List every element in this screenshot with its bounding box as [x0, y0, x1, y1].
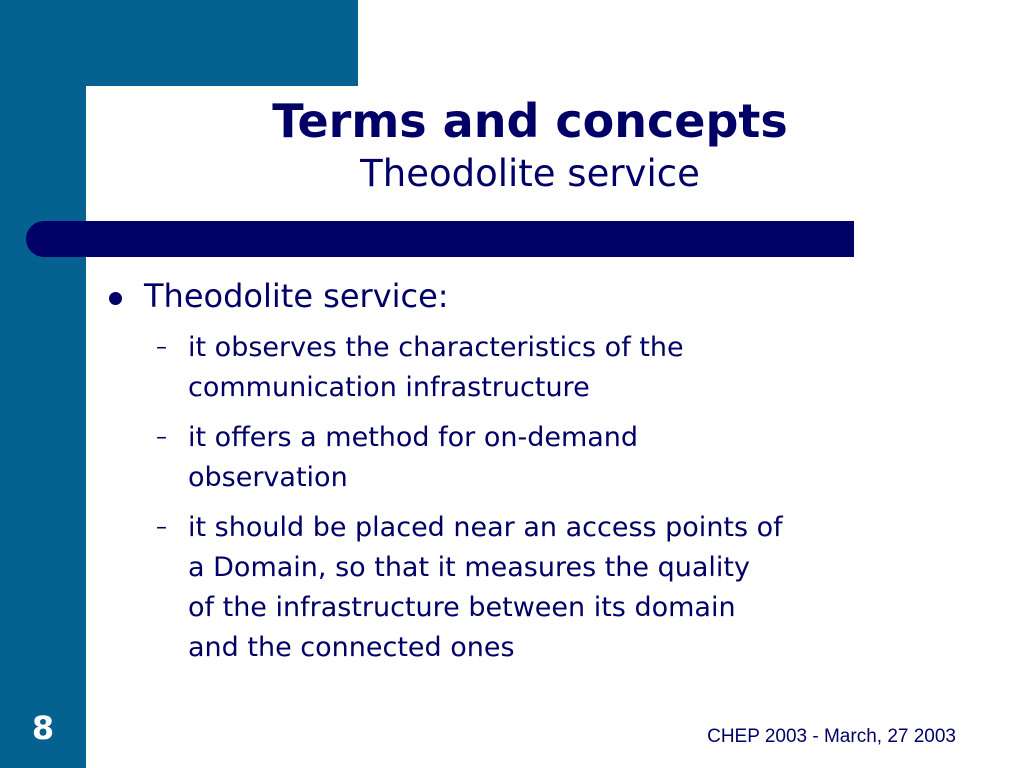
sub-bullet-line: and the connected ones: [188, 632, 515, 663]
sub-bullet-line: a Domain, so that it measures the quality: [188, 552, 750, 583]
slide-title: Terms and concepts: [272, 94, 788, 148]
sub-bullet-text: [188, 328, 968, 408]
sub-bullet-line: it observes the characteristics of the: [188, 332, 684, 363]
footer-text: CHEP 2003 - March, 27 2003: [707, 726, 956, 747]
sub-bullet-line: it offers a method for on-demand: [188, 422, 639, 453]
sub-bullet-line: it should be placed near an access points of: [188, 512, 783, 543]
sub-bullet-text: [188, 508, 968, 668]
slide-number: 8: [31, 709, 55, 747]
bullet-dot-icon: [109, 292, 122, 305]
sub-bullet-text: [188, 418, 968, 498]
rounded-corner: [86, 86, 146, 146]
left-decorative-band: [0, 0, 86, 768]
dash-icon: –: [156, 335, 167, 360]
sub-bullet-line: observation: [188, 462, 348, 493]
dash-icon: –: [156, 425, 167, 450]
dash-icon: –: [156, 515, 167, 540]
bullet-text: Theodolite service:: [144, 277, 449, 315]
slide-subtitle: Theodolite service: [360, 152, 700, 195]
sub-bullet-line: of the infrastructure between its domain: [188, 592, 736, 623]
top-decorative-band: [86, 0, 358, 86]
title-underline-bar: [26, 221, 854, 257]
sub-bullet-line: communication infrastructure: [188, 372, 590, 403]
